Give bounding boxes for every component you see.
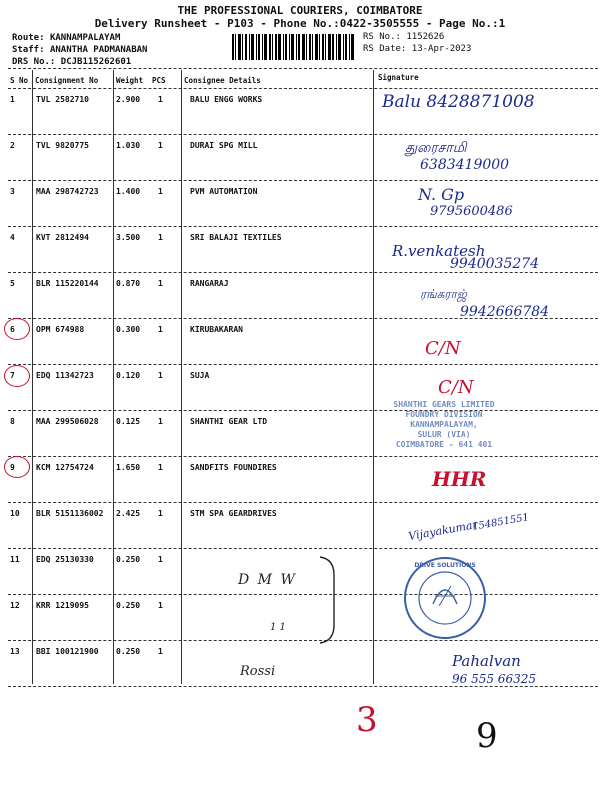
row-weight: 0.120: [116, 371, 141, 380]
row-sno: 13: [10, 647, 20, 656]
bracket-mark: [318, 555, 340, 645]
row-weight: 1.650: [116, 463, 141, 472]
row-consignment-no: EDQ 11342723: [36, 371, 94, 380]
row-separator: [8, 502, 598, 503]
row-separator: [8, 594, 598, 595]
cn-mark-row-6: C/N: [425, 338, 461, 359]
dmw-note: D M W: [238, 572, 297, 588]
signature-row-4-name: R.venkatesh: [392, 242, 486, 260]
row-sno: 7: [10, 371, 15, 380]
row-weight: 0.125: [116, 417, 141, 426]
row-separator: [8, 686, 598, 687]
col-divider-sno: [32, 70, 33, 684]
row-consignee: SUJA: [190, 371, 210, 380]
staff-label: Staff:: [12, 45, 45, 55]
row-pcs: 1: [158, 95, 163, 104]
col-header-consignee: Consignee Details: [184, 76, 261, 85]
row-separator: [8, 364, 598, 365]
row-consignment-no: KVT 2812494: [36, 233, 89, 242]
row-pcs: 1: [158, 187, 163, 196]
cn-mark-row-7: C/N: [438, 377, 474, 398]
row-pcs: 1: [158, 371, 163, 380]
row-consignment-no: EDQ 25130330: [36, 555, 94, 564]
row-sno: 5: [10, 279, 15, 288]
row-pcs: 1: [158, 463, 163, 472]
row-separator: [8, 180, 598, 181]
col-header-weight: Weight: [116, 76, 144, 85]
signature-row-13-name: Pahalvan: [452, 652, 521, 670]
row-sno: 1: [10, 95, 15, 104]
dmw-tally: 1 1: [270, 622, 286, 633]
row-pcs: 1: [158, 233, 163, 242]
signature-row-3-phone: 9795600486: [430, 204, 513, 219]
row-pcs: 1: [158, 555, 163, 564]
row-separator: [8, 640, 598, 641]
row-consignment-no: BLR 5151136002: [36, 509, 104, 518]
row-consignee: RANGARAJ: [190, 279, 229, 288]
route-label: Route:: [12, 33, 45, 43]
row-weight: 0.250: [116, 601, 141, 610]
signature-row-1: Balu 8428871008: [382, 92, 535, 112]
rs-date-label: RS Date:: [363, 44, 407, 54]
row-pcs: 1: [158, 417, 163, 426]
row-weight: 0.870: [116, 279, 141, 288]
route-line: [12, 33, 120, 43]
drs-value: DCJB115262601: [60, 57, 132, 67]
company-title: THE PROFESSIONAL COURIERS, COIMBATORE: [177, 4, 423, 17]
signature-row-9: HHR: [432, 467, 487, 491]
row-pcs: 1: [158, 279, 163, 288]
header-bottom-rule: [8, 88, 598, 89]
signature-row-13-phone: 96 555 66325: [452, 672, 536, 686]
col-divider-cons: [113, 70, 114, 684]
row-weight: 0.300: [116, 325, 141, 334]
rs-no-line: [363, 32, 444, 42]
total-mark-left: 3: [356, 700, 378, 740]
row-consignee: PVM AUTOMATION: [190, 187, 258, 196]
signature-row-2-name: துரைசாமி: [405, 140, 467, 156]
row-weight: 0.250: [116, 647, 141, 656]
col-header-signature: Signature: [378, 73, 419, 82]
row-consignee: SHANTHI GEAR LTD: [190, 417, 268, 426]
col-header-pcs: PCS: [152, 76, 166, 85]
row-consignment-no: BBI 100121900: [36, 647, 99, 656]
signature-row-5-name: ரங்கராஜ்: [420, 287, 467, 301]
col-divider-pcs: [181, 70, 182, 684]
row-pcs: 1: [158, 325, 163, 334]
row-separator: [8, 272, 598, 273]
col-divider-consignee: [373, 70, 374, 684]
row-separator: [8, 456, 598, 457]
signature-row-10-name: Vijayakumar: [407, 518, 479, 543]
row-weight: 3.500: [116, 233, 141, 242]
row-consignee: DURAI SPG MILL: [190, 141, 258, 150]
row-consignment-no: OPM 674988: [36, 325, 85, 334]
row-consignment-no: MAA 299506028: [36, 417, 99, 426]
drs-line: [12, 57, 131, 67]
row-pcs: 1: [158, 647, 163, 656]
row-consignee: SRI BALAJI TEXTILES: [190, 233, 282, 242]
row-weight: 1.400: [116, 187, 141, 196]
staff-line: [12, 45, 147, 55]
rs-no-value: 1152626: [406, 32, 445, 42]
signature-row-3-name: N. Gp: [418, 185, 465, 204]
circle-mark-row-9: [4, 456, 30, 478]
row-sno: 2: [10, 141, 15, 150]
row-consignment-no: TVL 2582710: [36, 95, 89, 104]
signature-row-5-phone: 9942666784: [460, 304, 550, 320]
row-consignment-no: TVL 9820775: [36, 141, 89, 150]
row-pcs: 1: [158, 509, 163, 518]
row-consignment-no: MAA 298742723: [36, 187, 99, 196]
stamp-line-3: KANNAMPALAYAM,: [410, 420, 478, 429]
row-consignment-no: BLR 115220144: [36, 279, 99, 288]
stamp-line-4: SULUR (VIA): [417, 430, 471, 439]
row-pcs: 1: [158, 601, 163, 610]
row-consignee: STM SPA GEARDRIVES: [190, 509, 277, 518]
rs-no-label: RS No.:: [363, 32, 401, 42]
circle-mark-row-7: [4, 365, 30, 387]
round-company-stamp: [403, 556, 487, 640]
row-weight: 0.250: [116, 555, 141, 564]
rs-date-value: 13-Apr-2023: [411, 44, 472, 54]
table-top-rule: [8, 68, 598, 69]
stamp-line-1: SHANTHI GEARS LIMITED: [393, 400, 495, 409]
row-sno: 8: [10, 417, 15, 426]
route-value: KANNAMPALAYAM: [49, 33, 121, 43]
row-separator: [8, 226, 598, 227]
signature-row-2-phone: 6383419000: [420, 157, 510, 173]
row-pcs: 1: [158, 141, 163, 150]
row-sno: 9: [10, 463, 15, 472]
row-consignment-no: KRR 1219095: [36, 601, 89, 610]
row-separator: [8, 548, 598, 549]
stamp-line-2: FOUNDRY DIVISION: [405, 410, 483, 419]
circle-mark-row-6: [4, 318, 30, 340]
row-consignee: KIRUBAKARAN: [190, 325, 243, 334]
col-header-consignment: Consignment No: [35, 76, 99, 85]
barcode: [232, 34, 356, 60]
row-consignment-no: KCM 12754724: [36, 463, 94, 472]
staff-value: ANANTHA PADMANABAN: [49, 45, 148, 55]
signature-row-10-phone: 154851551: [471, 512, 530, 533]
row-consignee: SANDFITS FOUNDIRES: [190, 463, 277, 472]
total-mark-right: 9: [476, 716, 498, 756]
rossi-note: Rossi: [240, 664, 276, 679]
row-weight: 1.030: [116, 141, 141, 150]
shanthi-gears-stamp: [364, 400, 524, 450]
col-header-sno: S No: [10, 76, 29, 85]
drs-label: DRS No.:: [12, 57, 56, 67]
row-sno: 4: [10, 233, 15, 242]
signature-row-4-phone: 9940035274: [450, 256, 540, 272]
row-sno: 10: [10, 509, 20, 518]
row-weight: 2.425: [116, 509, 141, 518]
round-stamp-text: DRIVE SOLUTIONS: [414, 562, 476, 569]
row-sno: 3: [10, 187, 15, 196]
row-weight: 2.900: [116, 95, 141, 104]
row-sno: 6: [10, 325, 15, 334]
stamp-line-5: COIMBATORE - 641 401: [395, 440, 493, 449]
rs-date-line: [363, 44, 471, 54]
row-separator: [8, 134, 598, 135]
row-sno: 11: [10, 555, 20, 564]
runsheet-subtitle: Delivery Runsheet - P103 - Phone No.:0422-3505555 - Page No.:1: [94, 17, 506, 30]
row-consignee: BALU ENGG WORKS: [190, 95, 263, 104]
row-sno: 12: [10, 601, 20, 610]
